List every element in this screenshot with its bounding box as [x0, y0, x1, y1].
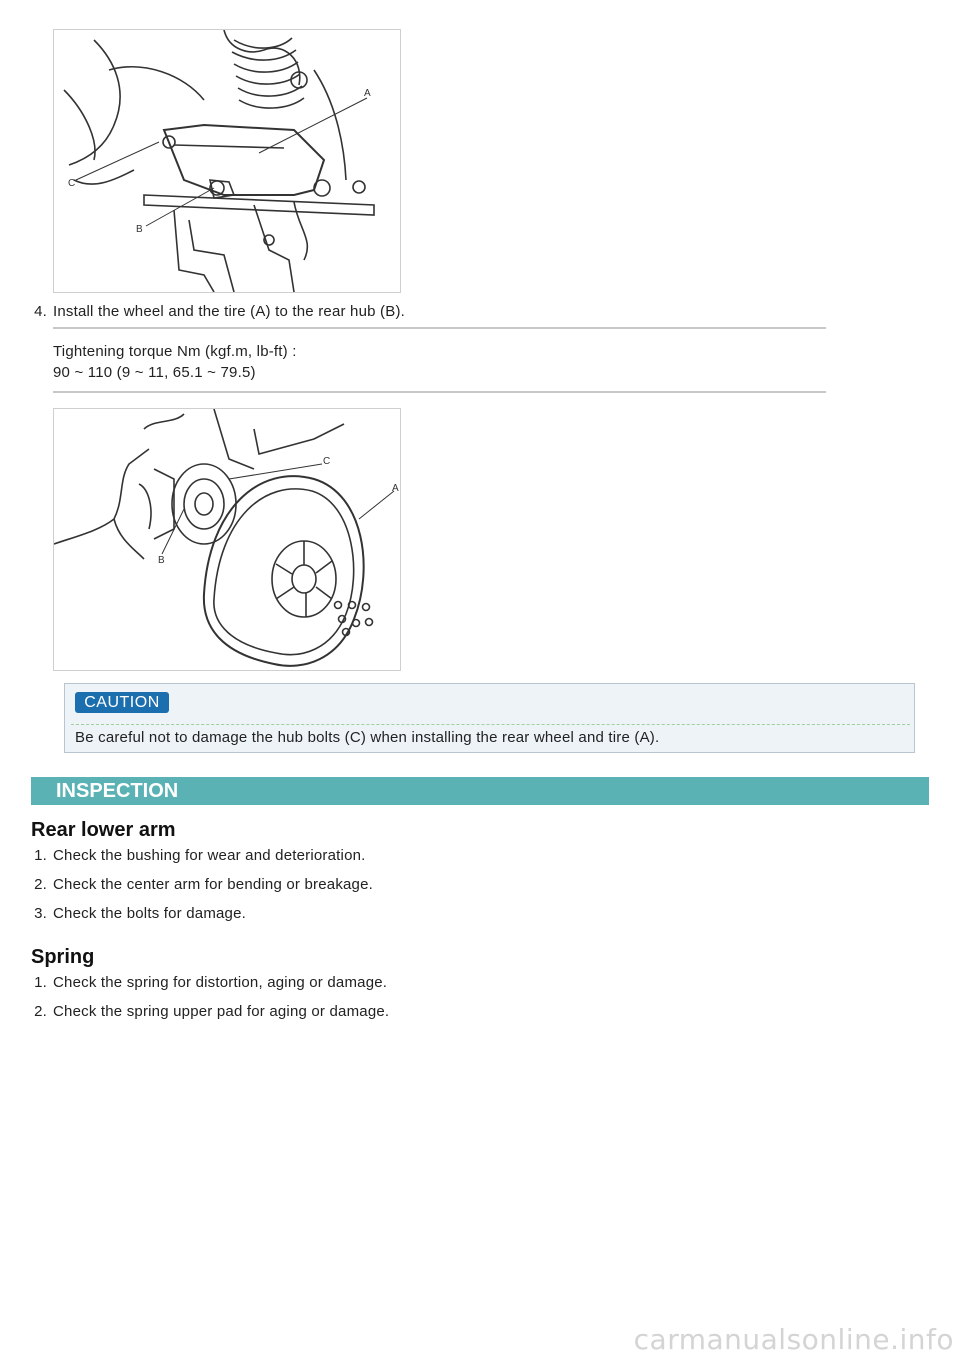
subheading-rear-lower-arm: Rear lower arm [31, 819, 176, 841]
caution-box [64, 683, 915, 753]
list-item-text: Check the spring upper pad for aging or damage. [53, 1003, 390, 1020]
label-a: A [392, 483, 399, 494]
section-title-inspection: INSPECTION [31, 777, 929, 805]
subheading-spring: Spring [31, 946, 95, 968]
caution-badge: CAUTION [75, 692, 169, 713]
caution-text: Be careful not to damage the hub bolts (C) when installing the rear wheel and tire (A). [75, 729, 660, 746]
list-item-text: Check the bolts for damage. [53, 905, 247, 922]
watermark: carmanualsonline.info [633, 1323, 954, 1356]
lower-arm-drawing [54, 30, 400, 292]
label-a: A [364, 88, 371, 99]
label-c: C [68, 178, 76, 189]
wheel-tire-drawing [54, 409, 400, 670]
list-item-number: 2. [34, 876, 47, 893]
list-item-number: 2. [34, 1003, 47, 1020]
list-item-text: Check the bushing for wear and deterioration. [53, 847, 366, 864]
torque-label: Tightening torque Nm (kgf.m, lb-ft) : [53, 343, 297, 360]
label-b: B [136, 224, 143, 235]
step-number: 4. [34, 303, 47, 320]
step-text: Install the wheel and the tire (A) to the rear hub (B). [53, 303, 406, 320]
list-item-number: 1. [34, 974, 47, 991]
wheel-tire-figure [53, 408, 401, 671]
torque-value: 90 ~ 110 (9 ~ 11, 65.1 ~ 79.5) [53, 364, 256, 381]
spec-bottom-rule [53, 391, 826, 393]
list-item-number: 3. [34, 905, 47, 922]
label-b: B [158, 555, 165, 566]
caution-divider [71, 724, 910, 725]
list-item-text: Check the spring for distortion, aging or damage. [53, 974, 388, 991]
list-item-text: Check the center arm for bending or breakage. [53, 876, 374, 893]
list-item-number: 1. [34, 847, 47, 864]
label-c: C [323, 456, 331, 467]
spec-top-rule [53, 327, 826, 329]
lower-arm-figure [53, 29, 401, 293]
